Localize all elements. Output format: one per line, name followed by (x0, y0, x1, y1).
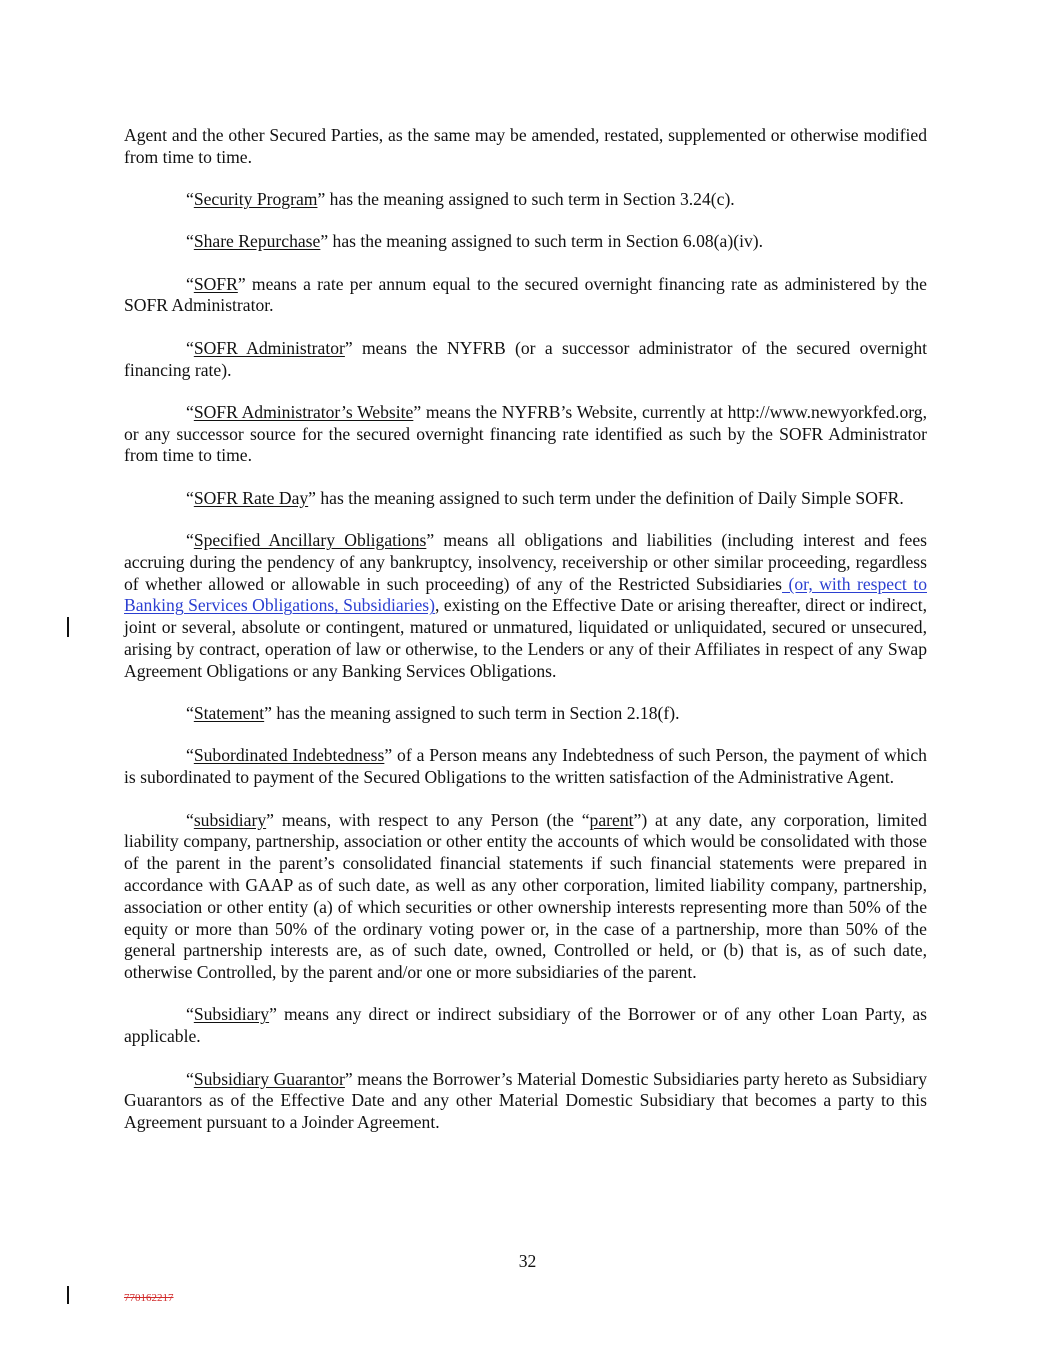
page-number: 32 (518, 1251, 537, 1271)
inserted-text: (or, with respect to Banking Services Obligations, Subsidiaries) (124, 573, 927, 616)
defined-term: SOFR (193, 273, 238, 294)
document-body (124, 125, 927, 1154)
defined-term: Security Program (193, 189, 318, 210)
defined-term: parent (589, 809, 634, 830)
definition-sofr-administrator: “SOFR Administrator” means the NYFRB (or a successor administrator of the secured overnight financing rate). (124, 337, 927, 380)
defined-term: SOFR Rate Day (193, 487, 309, 508)
definition-statement: “Statement” has the meaning assigned to such term in Section 2.18(f). (186, 703, 680, 724)
defined-term: subsidiary (193, 809, 267, 830)
defined-term: Statement (193, 703, 265, 724)
defined-term: Subsidiary (193, 1004, 270, 1025)
defined-term: Subsidiary Guarantor (193, 1068, 345, 1089)
definition-subordinated-indebtedness: “Subordinated Indebtedness” of a Person means any Indebtedness of such Person, the payment of which is subordinated to payment of the Secured Obligations to the written satisfaction of the Administrative Agent. (124, 745, 927, 788)
defined-term: Share Repurchase (193, 231, 321, 252)
definition-sofr-administrators-website: “SOFR Administrator’s Website” means the NYFRB’s Website, currently at http://www.newyorkfed.org, or any successor source for the secured overnight financing rate identified as such by the SOFR Administrator from time to time. (124, 401, 927, 466)
defined-term: SOFR Administrator (193, 337, 345, 358)
definition-sofr: “SOFR” means a rate per annum equal to the secured overnight financing rate as administered by the SOFR Administrator. (124, 273, 927, 316)
definition-subsidiary-lowercase: “subsidiary” means, with respect to any Person (the “parent”) at any date, any corporation, limited liability company, partnership, association or other entity the accounts of which would be consolidated with those of the parent in the parent’s consolidated financial statements if such financial statements were prepared in accordance with GAAP as of such date, as well as any other corporation, limited liability company, partnership, association or other entity (a) of which securities or other ownership interests representing more than 50% of the equity or more than 50% of the ordinary voting power or, in the case of a partnership, more than 50% of the general partnership interests are, as of such date, owned, Controlled or held, or (b) that is, as of such date, otherwise Controlled, by the parent and/or one or more subsidiaries of the parent. (124, 809, 927, 983)
continuation-paragraph: Agent and the other Secured Parties, as the same may be amended, restated, supplemented or otherwise modified from time to time. (124, 125, 927, 167)
definition-sofr-rate-day: “SOFR Rate Day” has the meaning assigned to such term under the definition of Daily Simple SOFR. (186, 487, 904, 508)
defined-term: Subordinated Indebtedness (193, 745, 385, 766)
definition-subsidiary-guarantor: “Subsidiary Guarantor” means the Borrower’s Material Domestic Subsidiaries party hereto as Subsidiary Guarantors as of the Effective Date and any other Material Domestic Subsidiary that becomes a party to this Agreement pursuant to a Joinder Agreement. (124, 1068, 928, 1133)
definition-share-repurchase: “Share Repurchase” has the meaning assigned to such term in Section 6.08(a)(iv). (186, 231, 764, 252)
definition-subsidiary: “Subsidiary” means any direct or indirect subsidiary of the Borrower or of any other Loan Party, as applicable. (124, 1004, 927, 1047)
document-id: 770162217 (124, 1292, 174, 1304)
definition-security-program: “Security Program” has the meaning assigned to such term in Section 3.24(c). (186, 189, 735, 210)
change-bar (67, 617, 69, 637)
change-bar (67, 1286, 69, 1304)
defined-term: Specified Ancillary Obligations (193, 530, 427, 551)
definition-specified-ancillary-obligations: “Specified Ancillary Obligations” means all obligations and liabilities (including interest and fees accruing during the pendency of any bankruptcy, insolvency, receivership or other similar proceeding, regardless of whether allowed or allowable in such proceeding) of any of the Restricted Subsidiaries (or, with respect to Banking Services Obligations, Subsidiaries), existing on the Effective Date or arising thereafter, direct or indirect, joint or several, absolute or contingent, matured or unmatured, liquidated or unliquidated, secured or unsecured, arising by contract, operation of law or otherwise, to the Lenders or any of their Affiliates in respect of any Swap Agreement Obligations or any Banking Services Obligations. (124, 530, 927, 681)
defined-term: SOFR Administrator’s Website (193, 401, 414, 422)
